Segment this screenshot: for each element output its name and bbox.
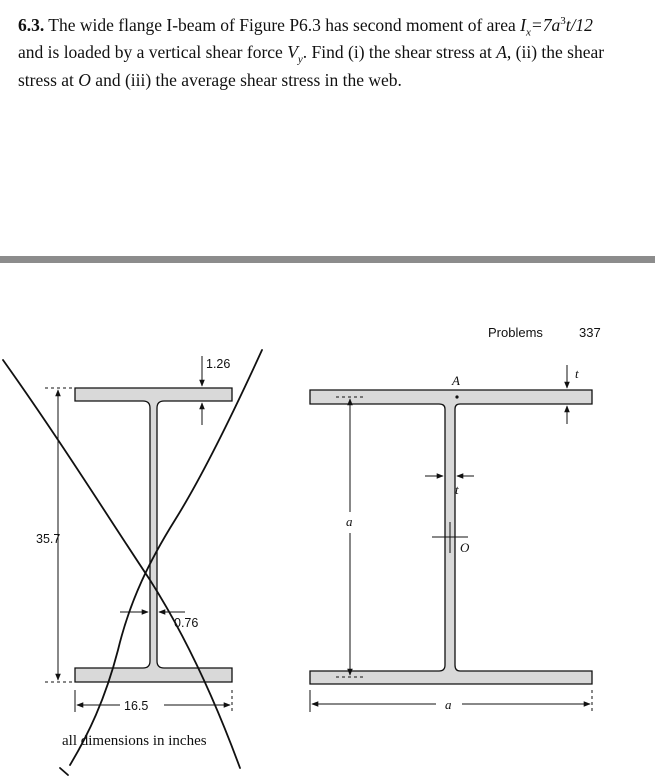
ix-exponent: 3 [560, 15, 566, 27]
problem-text-4: , (ii) the shear [506, 42, 605, 63]
point-a-marker [455, 395, 458, 398]
problem-text-1: The wide flange I-beam of Figure P6.3 has second moment of area [44, 14, 521, 35]
point-a: A [496, 42, 507, 63]
right-width-label: a [445, 697, 452, 712]
ix-subscript: x [526, 26, 531, 39]
label-t-web: t [455, 482, 459, 497]
label-o: O [460, 540, 470, 555]
dim-web-thickness-label: 0.76 [174, 616, 199, 630]
vy-subscript: y [297, 53, 303, 66]
problem-text-5: stress at [18, 69, 79, 90]
header-section: Problems [488, 325, 543, 340]
problem-text-3: . Find (i) the shear stress at [302, 42, 497, 63]
label-a: A [452, 373, 460, 388]
problem-text-2: and is loaded by a vertical shear force [18, 42, 288, 63]
ix-symbol: I [520, 14, 526, 35]
dimensions-note: all dimensions in inches [62, 733, 207, 749]
dim-width-label: 16.5 [124, 699, 149, 713]
left-ibeam-outline [75, 388, 232, 682]
vy-symbol: V [287, 42, 298, 63]
ix-tail: t/12 [565, 14, 593, 35]
ix-value: =7a [530, 14, 561, 35]
label-t-flange: t [575, 366, 579, 381]
right-height-dimension [336, 397, 365, 677]
point-o: O [78, 69, 91, 90]
problem-number: 6.3. [18, 14, 45, 35]
header-page-number: 337 [579, 325, 601, 340]
dim-flange-thickness-label: 1.26 [206, 357, 231, 371]
dim-height-label: 35.7 [36, 532, 61, 546]
right-height-label: a [346, 514, 353, 529]
problem-text-6: and (iii) the average shear stress in the web. [90, 69, 402, 90]
left-ibeam [75, 388, 232, 682]
